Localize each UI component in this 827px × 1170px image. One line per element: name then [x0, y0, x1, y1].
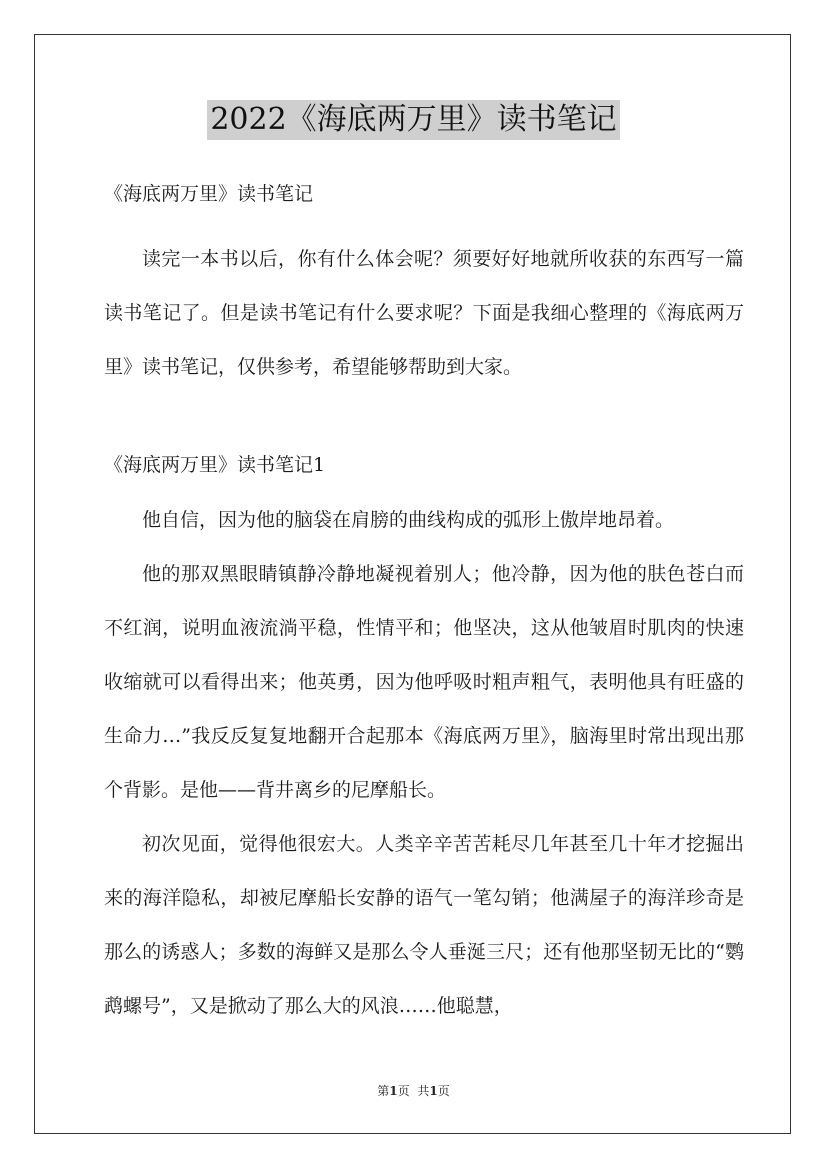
document-title: 2022《海底两万里》读书笔记 — [207, 100, 619, 140]
document-title-wrapper — [0, 100, 827, 140]
footer-total-prefix: 共 — [417, 1084, 430, 1098]
paragraph: 他自信，因为他的脑袋在肩膀的曲线构成的弧形上傲岸地昂着。 — [142, 509, 675, 531]
page-footer — [0, 1083, 827, 1099]
footer-page-prefix: 第 — [377, 1084, 390, 1098]
footer-page-suffix: 页 — [397, 1084, 410, 1098]
section-heading: 《海底两万里》读书笔记1 — [104, 454, 326, 476]
footer-page-number: 1 — [389, 1084, 398, 1098]
footer-total-suffix: 页 — [437, 1084, 450, 1098]
intro-paragraph: 读完一本书以后，你有什么体会呢？须要好好地就所收获的东西写一篇读书笔记了。但是读书笔记有什么要求呢？下面是我细心整理的《海底两万里》读书笔记，仅供参考，希望能够帮助到大家。 — [104, 248, 744, 378]
section-body — [104, 493, 744, 1033]
paragraph: 初次见面，觉得他很宏大。人类辛辛苦苦耗尽几年甚至几十年才挖掘出来的海洋隐私，却被尼摩船长安静的语气一笔勾销；他满屋子的海洋珍奇是那么的诱惑人；多数的海鲜又是那么令人垂涎三尺；还有他那坚韧无比的“鹦鹉螺号”，又是掀动了那么大的风浪……他聪慧， — [104, 833, 744, 1017]
footer-total-number: 1 — [429, 1084, 438, 1098]
paragraph: 他的那双黑眼睛镇静冷静地凝视着别人；他冷静，因为他的肤色苍白而不红润，说明血液流淌平稳，性情平和；他坚决，这从他皱眉时肌肉的快速收缩就可以看得出来；他英勇，因为他呼吸时粗声粗气，表明他具有旺盛的生命力…”我反反复复地翻开合起那本《海底两万里》，脑海里时常出现出那个背影。是他——背井离乡的尼摩船长。 — [104, 563, 744, 801]
intro-heading: 《海底两万里》读书笔记 — [104, 183, 314, 205]
